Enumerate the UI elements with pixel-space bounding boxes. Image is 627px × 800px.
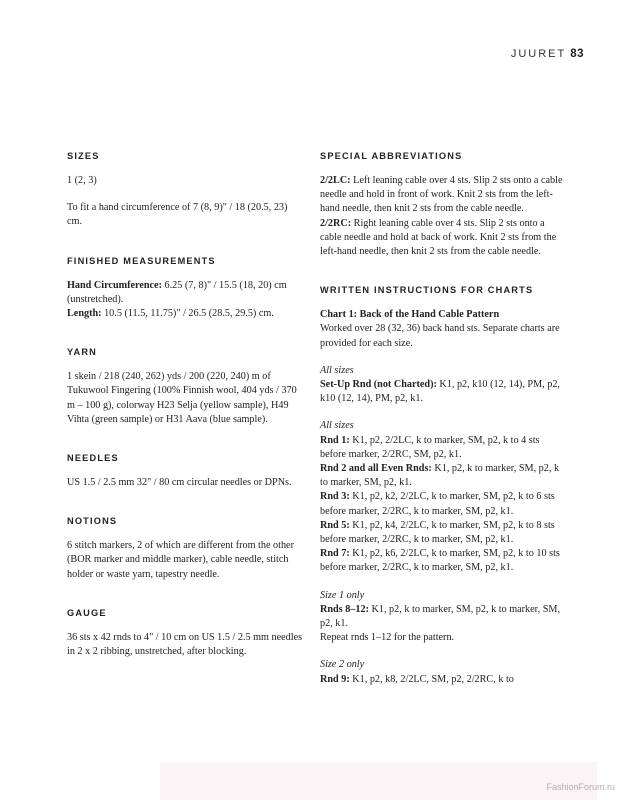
abbreviations-heading: SPECIAL ABBREVIATIONS <box>320 151 463 161</box>
rnd9-label: Rnd 9: <box>320 673 350 685</box>
hand-circumference <box>67 279 303 307</box>
setup-text: K1, p2, k10 (12, 14), PM, p2, k10 (12, 14), PM, p2, k1. <box>320 379 560 405</box>
length-label: Length: <box>67 308 102 320</box>
abbrev-2-2rc <box>320 217 563 260</box>
setup-rnd <box>320 378 563 406</box>
written-heading: WRITTEN INSTRUCTIONS FOR CHARTS <box>320 285 534 296</box>
rnd-3 <box>320 490 563 518</box>
sizes-heading: SIZES <box>67 151 100 161</box>
running-title: JUURET <box>510 48 567 60</box>
needles-text: US 1.5 / 2.5 mm 32" / 80 cm circular needles or DPNs. <box>67 477 292 489</box>
right-column <box>320 151 563 687</box>
size2-only-label <box>320 658 563 672</box>
length <box>67 307 303 321</box>
hand-label: Hand Circumference: <box>67 279 162 291</box>
rnds812-label: Rnds 8–12: <box>320 603 369 615</box>
rnd3-text: K1, p2, k2, 2/2LC, k to marker, SM, p2, k to 6 sts before marker, 2/2RC, k to marker, SM, p2, k1. <box>320 491 555 517</box>
all-sizes-label-2 <box>320 419 563 433</box>
page-number: 83 <box>570 48 584 60</box>
rnds812-text: K1, p2, k to marker, SM, p2, k to marker, SM, p2, k1. <box>320 603 560 630</box>
all-sizes-2-text: All sizes <box>320 420 354 432</box>
setup-label: Set-Up Rnd (not Charted): <box>320 379 437 391</box>
size1-only-text: Size 1 only <box>320 589 365 601</box>
all-sizes-1-text: All sizes <box>320 364 354 376</box>
notions-heading: NOTIONS <box>67 516 118 527</box>
gauge-section <box>67 608 303 659</box>
written-instructions-section <box>320 285 563 687</box>
needles-section <box>67 453 303 490</box>
length-text: 10.5 (11.5, 11.75)" / 26.5 (28.5, 29.5) cm. <box>101 308 274 320</box>
gauge-heading: GAUGE <box>67 607 107 618</box>
rnd-7 <box>320 547 563 575</box>
abbrev-rc-label: 2/2RC: <box>320 217 352 229</box>
finished-measurements-section <box>67 256 303 322</box>
size2-only-text: Size 2 only <box>320 659 365 671</box>
rnd5-text: K1, p2, k4, 2/2LC, k to marker, SM, p2, k to 8 sts before marker, 2/2RC, k to marker, SM, p2, k1. <box>320 519 555 546</box>
rnd-2 <box>320 462 563 490</box>
rnd7-text: K1, p2, k6, 2/2LC, k to marker, SM, p2, k to 10 sts before marker, 2/2RC, k to marker, SM, p2, k1. <box>320 548 560 574</box>
rnds-8-12 <box>320 603 563 631</box>
notions-section <box>67 516 303 582</box>
chart1-text: Worked over 28 (32, 36) back hand sts. Separate charts are provided for each size. <box>320 323 560 349</box>
finished-heading: FINISHED MEASUREMENTS <box>67 255 216 266</box>
gauge-text: 36 sts x 42 rnds to 4" / 10 cm on US 1.5 / 2.5 mm needles in 2 x 2 ribbing, unstretched, after blocking. <box>67 631 303 658</box>
yarn-heading: YARN <box>67 347 97 358</box>
sizes-fit: To fit a hand circumference of 7 (8, 9)" / 18 (20.5, 23) cm. <box>67 202 288 228</box>
watermark: FashionForum.ru <box>546 782 615 792</box>
rnd7-label: Rnd 7: <box>320 548 350 560</box>
needles-heading: NEEDLES <box>67 453 119 464</box>
chart1-title-text: Chart 1: Back of the Hand Cable Pattern <box>320 309 500 321</box>
abbrev-rc-text: Right leaning cable over 4 sts. Slip 2 sts onto a cable needle and hold at back of work. Knit 2 sts from the left-hand needle, then knit 2 sts from the cable needle. <box>320 217 557 258</box>
left-column <box>67 151 303 659</box>
chart1-title <box>320 308 563 322</box>
rnd1-label: Rnd 1: <box>320 434 350 446</box>
yarn-text: 1 skein / 218 (240, 262) yds / 200 (220, 240) m of Tukuwool Fingering (100% Finnish wool, 404 yds / 370 m – 100 g), colorway H23 Selja (yellow sample), H49 Vihta (green sample) or H31 Aava (blue sample). <box>67 371 297 425</box>
rnd-5 <box>320 519 563 547</box>
rnd2-text: K1, p2, k to marker, SM, p2, k to marker, SM, p2, k1. <box>320 463 560 489</box>
repeat-line: Repeat rnds 1–12 for the pattern. <box>320 632 455 644</box>
sizes-section <box>67 151 303 230</box>
sizes-list: 1 (2, 3) <box>67 175 97 186</box>
rnd-9 <box>320 673 563 687</box>
rnd3-label: Rnd 3: <box>320 491 350 503</box>
abbrev-lc-text: Left leaning cable over 4 sts. Slip 2 sts onto a cable needle and hold in front of work. Knit 2 sts from the left-hand needle, then knit 2 sts from the cable needle. <box>320 175 563 215</box>
size1-only-label <box>320 589 563 603</box>
rnd2-label: Rnd 2 and all Even Rnds: <box>320 463 432 475</box>
rnd1-text: K1, p2, 2/2LC, k to marker, SM, p2, k to 4 sts before marker, 2/2RC, SM, p2, k1. <box>320 434 540 460</box>
yarn-section <box>67 347 303 427</box>
abbreviations-section <box>320 151 563 259</box>
all-sizes-label-1 <box>320 364 563 378</box>
notions-text: 6 stitch markers, 2 of which are different from the other (BOR marker and middle marker), cable needle, stitch holder or waste yarn, tapestry needle. <box>67 540 294 580</box>
rnd-1 <box>320 434 563 462</box>
rnd9-text: K1, p2, k8, 2/2LC, SM, p2, 2/2RC, k to <box>349 673 514 685</box>
hand-text: 6.25 (7, 8)" / 15.5 (18, 20) cm (unstretched). <box>67 279 287 305</box>
rnd5-label: Rnd 5: <box>320 519 350 531</box>
abbrev-lc-label: 2/2LC: <box>320 175 351 186</box>
abbrev-2-2lc <box>320 174 563 217</box>
page-header <box>511 48 584 60</box>
footer-tab <box>160 762 597 800</box>
